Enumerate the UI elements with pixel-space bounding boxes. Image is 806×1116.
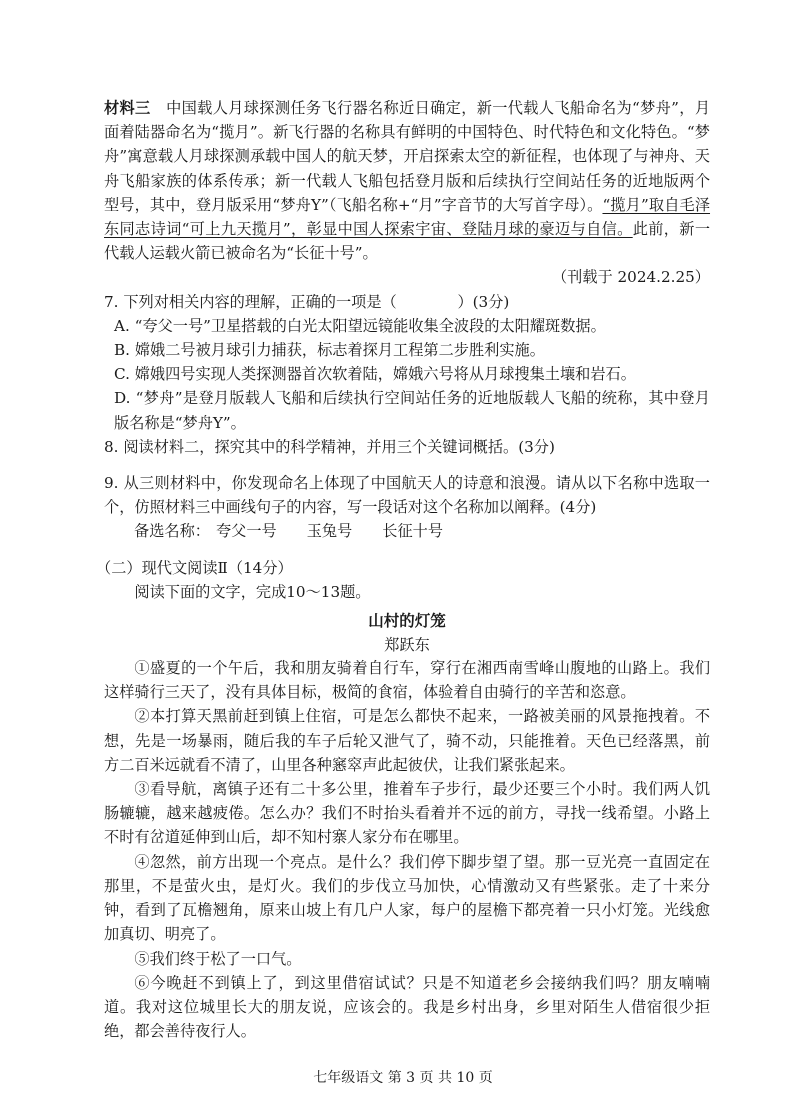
section-2-instruction: 阅读下面的文字，完成10～13题。 bbox=[134, 582, 371, 601]
material3-lead: 材料三 bbox=[104, 99, 151, 117]
material3-source: （刊载于 2024.2.25） bbox=[551, 268, 710, 287]
material3-underlined-sentence: “揽月”取自毛泽东同志诗词“可上九天揽月”，彰显中国人探索宇宙、登陆月球的豪迈与自信。 bbox=[104, 195, 711, 239]
candidate-name: 玉兔号 bbox=[306, 522, 353, 541]
question-7-option-a: A. “夸父一号”卫星搭载的白光太阳望远镜能收集全波段的太阳耀斑数据。 bbox=[114, 316, 606, 335]
candidate-name: 夸父一号 bbox=[215, 522, 277, 541]
material3-paragraph bbox=[104, 96, 710, 265]
article-paragraph: ①盛夏的一个午后，我和朋友骑着自行车，穿行在湘西南雪峰山腹地的山路上。我们这样骑行三天了，没有具体目标，极简的食宿，体验着自由骑行的辛苦和恣意。 bbox=[104, 659, 710, 702]
candidate-name: 长征十号 bbox=[382, 522, 443, 541]
article-paragraph: ⑤我们终于松了一口气。 bbox=[134, 949, 302, 968]
article-paragraph: ③看导航，离镇子还有二十多公里，推着车子步行，最少还要三个小时。我们两人饥肠辘辘，越来越疲倦。怎么办？我们不时抬头看着并不远的前方，寻找一线希望。小路上不时有岔道延伸到山后，却不知村寨人家分布在哪里。 bbox=[104, 780, 710, 847]
material3-text-part1: 中国载人月球探测任务飞行器名称近日确定，新一代载人飞船命名为“梦舟”，月面着陆器命名为“揽月”。新飞行器的名称具有鲜明的中国特色、时代特色和文化特色。“梦舟”寓意载人月球探测承载中国人的航天梦，开启探索太空的新征程，也体现了与神舟、天舟飞船家族的体系传承；新一代载人飞船包括登月版和后续执行空间站任务的近地版两个型号，其中，登月版采用“梦舟Y”（飞船名称+“月”字音节的大写首字母）。 bbox=[104, 99, 711, 214]
article-author: 郑跃东 bbox=[384, 636, 430, 655]
question-7-option-d: D. “梦舟”是登月版载人飞船和后续执行空间站任务的近地版载人飞船的统称，其中登月版名称是“梦舟Y”。 bbox=[114, 389, 710, 432]
question-7-stem: 7. 下列对相关内容的理解，正确的一项是（ ）(3分) bbox=[104, 292, 510, 311]
question-9-candidates bbox=[104, 519, 710, 543]
material3-text-part2: 此前，新一代载人运载火箭已被命名为“长征十号”。 bbox=[104, 220, 711, 263]
article-paragraph: ④忽然，前方出现一个亮点。是什么？我们停下脚步望了望。那一豆光亮一直固定在那里，不是萤火虫，是灯火。我们的步伐立马加快，心情激动又有些紧张。走了十来分钟，看到了瓦檐翘角，原来山坡上有几户人家，每户的屋檐下都亮着一只小灯笼。光线愈加真切、明亮了。 bbox=[104, 852, 710, 944]
article-paragraph: ②本打算天黑前赶到镇上住宿，可是怎么都快不起来，一路被美丽的风景拖拽着。不想，先是一场暴雨，随后我的车子后轮又泄气了，骑不动，只能推着。天色已经落黑，前方二百米远就看不清了，山里各种窸窣声此起彼伏，让我们紧张起来。 bbox=[104, 707, 710, 774]
article-title: 山村的灯笼 bbox=[368, 611, 446, 631]
question-8-stem: 8. 阅读材料二，探究其中的科学精神，并用三个关键词概括。(3分) bbox=[104, 437, 555, 456]
question-7-option-c: C. 嫦娥四号实现人类探测器首次软着陆，嫦娥六号将从月球搜集土壤和岩石。 bbox=[114, 365, 636, 384]
candidates-label: 备选名称： bbox=[134, 522, 210, 541]
article-paragraph: ⑥今晚赶不到镇上了，到这里借宿试试？只是不知道老乡会接纳我们吗？朋友喃喃道。我对这位城里长大的朋友说，应该会的。我是乡村出身，乡里对陌生人借宿很少拒绝，都会善待夜行人。 bbox=[104, 973, 710, 1041]
question-9-stem: 9. 从三则材料中，你发现命名上体现了中国航天人的诗意和浪漫。请从以下名称中选取一个，仿照材料三中画线句子的内容，写一段话对这个名称加以阐释。(4分) bbox=[104, 474, 710, 517]
question-7-option-b: B. 嫦娥二号被月球引力捕获，标志着探月工程第二步胜利实施。 bbox=[114, 341, 545, 360]
page-footer: 七年级语文 第 3 页 共 10 页 bbox=[313, 1070, 493, 1086]
section-2-heading: （二）现代文阅读Ⅱ（14分） bbox=[96, 558, 293, 577]
